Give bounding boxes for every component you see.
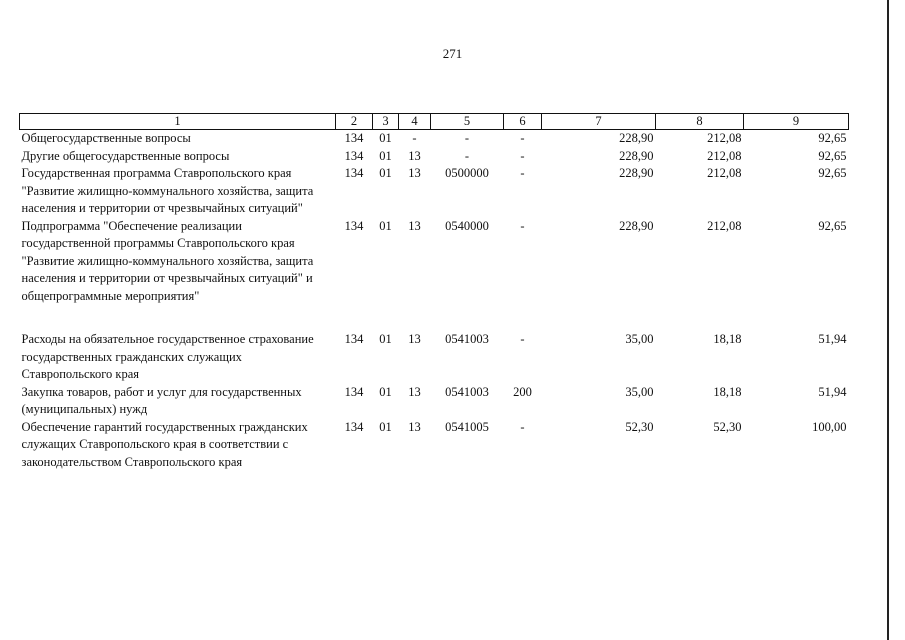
- cell-section: 01: [379, 419, 392, 434]
- cell-percent: 92,65: [818, 166, 847, 180]
- table-row: [20, 218, 849, 306]
- cell-section: 01: [379, 332, 392, 346]
- cell-subsection: 13: [408, 384, 421, 399]
- cell-subsection: 13: [408, 148, 421, 163]
- cell-target: 0541005: [445, 419, 489, 434]
- cell-percent: 92,65: [818, 131, 847, 145]
- cell-percent: 100,00: [812, 419, 847, 434]
- header-col-6: 6: [504, 114, 542, 130]
- cell-target: 0541003: [445, 332, 489, 346]
- cell-percent: 51,94: [818, 384, 847, 399]
- scan-edge-line: [887, 0, 889, 640]
- page-number: 271: [442, 46, 463, 61]
- cell-section: 01: [379, 384, 392, 399]
- cell-type: -: [520, 166, 525, 180]
- cell-code: 134: [344, 148, 364, 163]
- row-spacer: [20, 305, 849, 331]
- spacer-cell: [20, 305, 849, 331]
- cell-subsection: 13: [408, 166, 421, 180]
- table-row: [20, 130, 849, 148]
- header-col-4: 4: [399, 114, 431, 130]
- cell-section: 01: [379, 218, 392, 233]
- cell-target: 0500000: [445, 166, 489, 180]
- cell-section: 01: [379, 131, 392, 145]
- cell-type: -: [520, 332, 525, 346]
- header-col-3: 3: [373, 114, 399, 130]
- cell-target: 0541003: [445, 384, 489, 399]
- table-row: [20, 148, 849, 166]
- table-row: [20, 419, 849, 472]
- table-row: [20, 165, 849, 218]
- cell-type: -: [520, 419, 525, 434]
- cell-code: 134: [344, 166, 364, 180]
- cell-type: 200: [513, 384, 532, 399]
- cell-actual: 18,18: [713, 384, 742, 399]
- cell-subsection: -: [412, 131, 417, 145]
- cell-plan: 35,00: [625, 384, 654, 399]
- cell-plan: 228,90: [619, 166, 654, 180]
- cell-plan: 228,90: [619, 218, 654, 233]
- cell-actual: 52,30: [713, 419, 742, 434]
- cell-plan: 52,30: [625, 419, 654, 434]
- row-name: Другие общегосударственные вопросы: [21, 148, 230, 163]
- row-name: Государственная программа Ставропольского края "Развитие жилищно-коммунального хозяйства, защита населения и территории от чрезвычайных ситуаций": [21, 166, 314, 215]
- row-name: Подпрограмма "Обеспечение реализации государственной программы Ставропольского края "Развитие жилищно-коммунального хозяйства, защита населения и территории от чрезвычайных ситуаций" и общепрограммные мероприятия": [21, 218, 314, 303]
- cell-target: -: [464, 131, 470, 145]
- cell-actual: 18,18: [713, 332, 742, 346]
- cell-code: 134: [344, 419, 364, 434]
- cell-subsection: 13: [408, 419, 421, 434]
- cell-plan: 228,90: [619, 131, 654, 145]
- header-col-1: 1: [20, 114, 336, 130]
- header-col-9: 9: [744, 114, 849, 130]
- cell-actual: 212,08: [707, 218, 742, 233]
- table-row: [20, 331, 849, 384]
- cell-percent: 92,65: [818, 148, 847, 163]
- header-col-8: 8: [656, 114, 744, 130]
- header-row: [20, 114, 849, 130]
- row-name: Общегосударственные вопросы: [21, 131, 191, 145]
- cell-type: -: [520, 218, 525, 233]
- cell-target: -: [464, 148, 470, 163]
- cell-section: 01: [379, 148, 392, 163]
- cell-actual: 212,08: [707, 131, 742, 145]
- cell-plan: 228,90: [619, 148, 654, 163]
- row-name: Расходы на обязательное государственное страхование государственных гражданских служащих Ставропольского края: [21, 332, 314, 381]
- budget-table: [19, 113, 849, 471]
- cell-target: 0540000: [445, 218, 489, 233]
- row-name: Обеспечение гарантий государственных гражданских служащих Ставропольского края в соответствии с законодательством Ставропольского края: [21, 419, 308, 469]
- cell-actual: 212,08: [707, 166, 742, 180]
- cell-type: -: [520, 148, 525, 163]
- cell-percent: 92,65: [818, 218, 847, 233]
- cell-code: 134: [344, 332, 364, 346]
- row-name: Закупка товаров, работ и услуг для государственных (муниципальных) нужд: [21, 384, 302, 416]
- cell-actual: 212,08: [707, 148, 742, 163]
- header-col-2: 2: [336, 114, 373, 130]
- cell-type: -: [520, 131, 525, 145]
- header-col-7: 7: [542, 114, 656, 130]
- cell-code: 134: [344, 131, 364, 145]
- cell-plan: 35,00: [625, 332, 654, 346]
- cell-percent: 51,94: [818, 332, 847, 346]
- cell-subsection: 13: [408, 332, 421, 346]
- cell-code: 134: [344, 384, 364, 399]
- cell-section: 01: [379, 166, 392, 180]
- cell-code: 134: [344, 218, 364, 233]
- header-col-5: 5: [431, 114, 504, 130]
- table-row: [20, 384, 849, 419]
- cell-subsection: 13: [408, 218, 421, 233]
